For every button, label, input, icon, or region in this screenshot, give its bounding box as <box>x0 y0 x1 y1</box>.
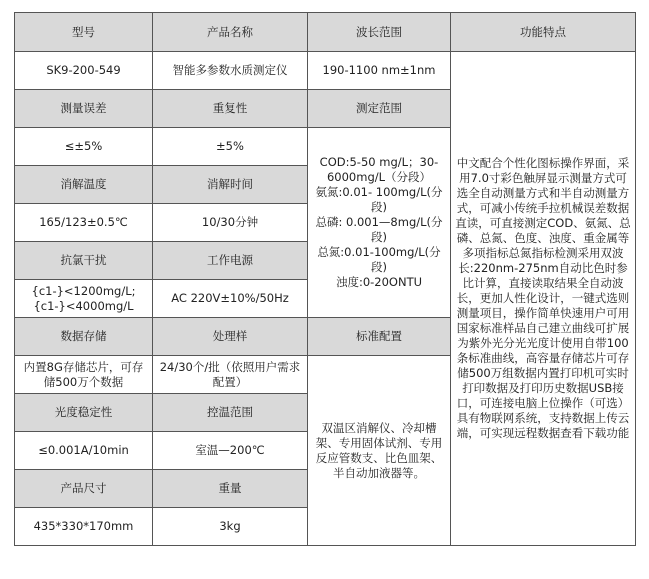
weight-value: 3kg <box>153 508 308 546</box>
range-nitrogen: 总氮:0.01-100mg/L(分段) <box>317 245 441 274</box>
range-ammonia: 氨氮:0.01- 100mg/L(分段) <box>315 185 443 214</box>
measure-range-list <box>308 128 451 318</box>
product-size-value: 435*330*170mm <box>15 508 153 546</box>
header-measure-range: 测定范围 <box>308 90 451 128</box>
digestion-temp-value: 165/123±0.5℃ <box>15 204 153 242</box>
header-measure-error: 测量误差 <box>15 90 153 128</box>
header-power: 工作电源 <box>153 242 308 280</box>
wavelength-value: 190-1100 nm±1nm <box>308 52 451 90</box>
anti-chlorine-value <box>15 280 153 318</box>
measure-error-value: ≤±5% <box>15 128 153 166</box>
header-wavelength: 波长范围 <box>308 13 451 52</box>
repeatability-value: ±5% <box>153 128 308 166</box>
anti-chlorine-line-1: {c1-}<1200mg/L; <box>31 283 136 298</box>
header-samples: 处理样 <box>153 318 308 356</box>
anti-chlorine-line-2: {c1-}<4000mg/L <box>33 298 134 313</box>
header-anti-chlorine: 抗氯干扰 <box>15 242 153 280</box>
header-model: 型号 <box>15 13 153 52</box>
photometric-stability-value: ≤0.001A/10min <box>15 432 153 470</box>
header-temp-range: 控温范围 <box>153 394 308 432</box>
header-standard-config: 标准配置 <box>308 318 451 356</box>
header-weight: 重量 <box>153 470 308 508</box>
features-text: 中文配合个性化图标操作界面，采用7.0寸彩色触屏显示测量方式可选全自动测量方式和半自动测量方式，可减小传统手拉机械误差数据直读，可直接测定COD、氨氮、总磷、总氮、色度、浊度、重金属等多项指标总氮指标检测采用双波长:220nm-275nm自动比色时参比计算，直接读取结果全自动波长，更加人性化设计，一键式选则测量项目，操作简单快速用户可用国家标准样品自己建立曲线可扩展为紫外光分光光度计使用自带100条标准曲线，高容量存储芯片可存储500万组数据内置打印机可实时打印数据及打印历史数据USB接口，可连接电脑上位操作（可选）具有物联网系统，支持数据上传云端，可实现远程数据查看下载功能 <box>451 52 636 546</box>
data-storage-value: 内置8G存储芯片，可存储500万个数据 <box>15 356 153 394</box>
header-digestion-temp: 消解温度 <box>15 166 153 204</box>
product-name-value: 智能多参数水质测定仪 <box>153 52 308 90</box>
temp-range-value: 室温—200℃ <box>153 432 308 470</box>
header-data-storage: 数据存储 <box>15 318 153 356</box>
model-value: SK9-200-549 <box>15 52 153 90</box>
header-product-name: 产品名称 <box>153 13 308 52</box>
header-features: 功能特点 <box>451 13 636 52</box>
header-repeatability: 重复性 <box>153 90 308 128</box>
range-cod: COD:5-50 mg/L；30-6000mg/L（分段） <box>319 155 439 184</box>
digestion-time-value: 10/30分钟 <box>153 204 308 242</box>
power-value: AC 220V±10%/50Hz <box>153 280 308 318</box>
header-product-size: 产品尺寸 <box>15 470 153 508</box>
spec-table <box>14 12 636 546</box>
header-photometric-stability: 光度稳定性 <box>15 394 153 432</box>
range-turbidity: 浊度:0-20ONTU <box>335 275 423 289</box>
range-phosphorus: 总磷: 0.001—8mg/L(分段) <box>315 215 443 244</box>
header-digestion-time: 消解时间 <box>153 166 308 204</box>
standard-config-value: 双温区消解仪、冷却槽架、专用固体试剂、专用反应管数支、比色皿架、半自动加液器等。 <box>308 356 451 546</box>
samples-value: 24/30个/批（依照用户需求配置） <box>153 356 308 394</box>
